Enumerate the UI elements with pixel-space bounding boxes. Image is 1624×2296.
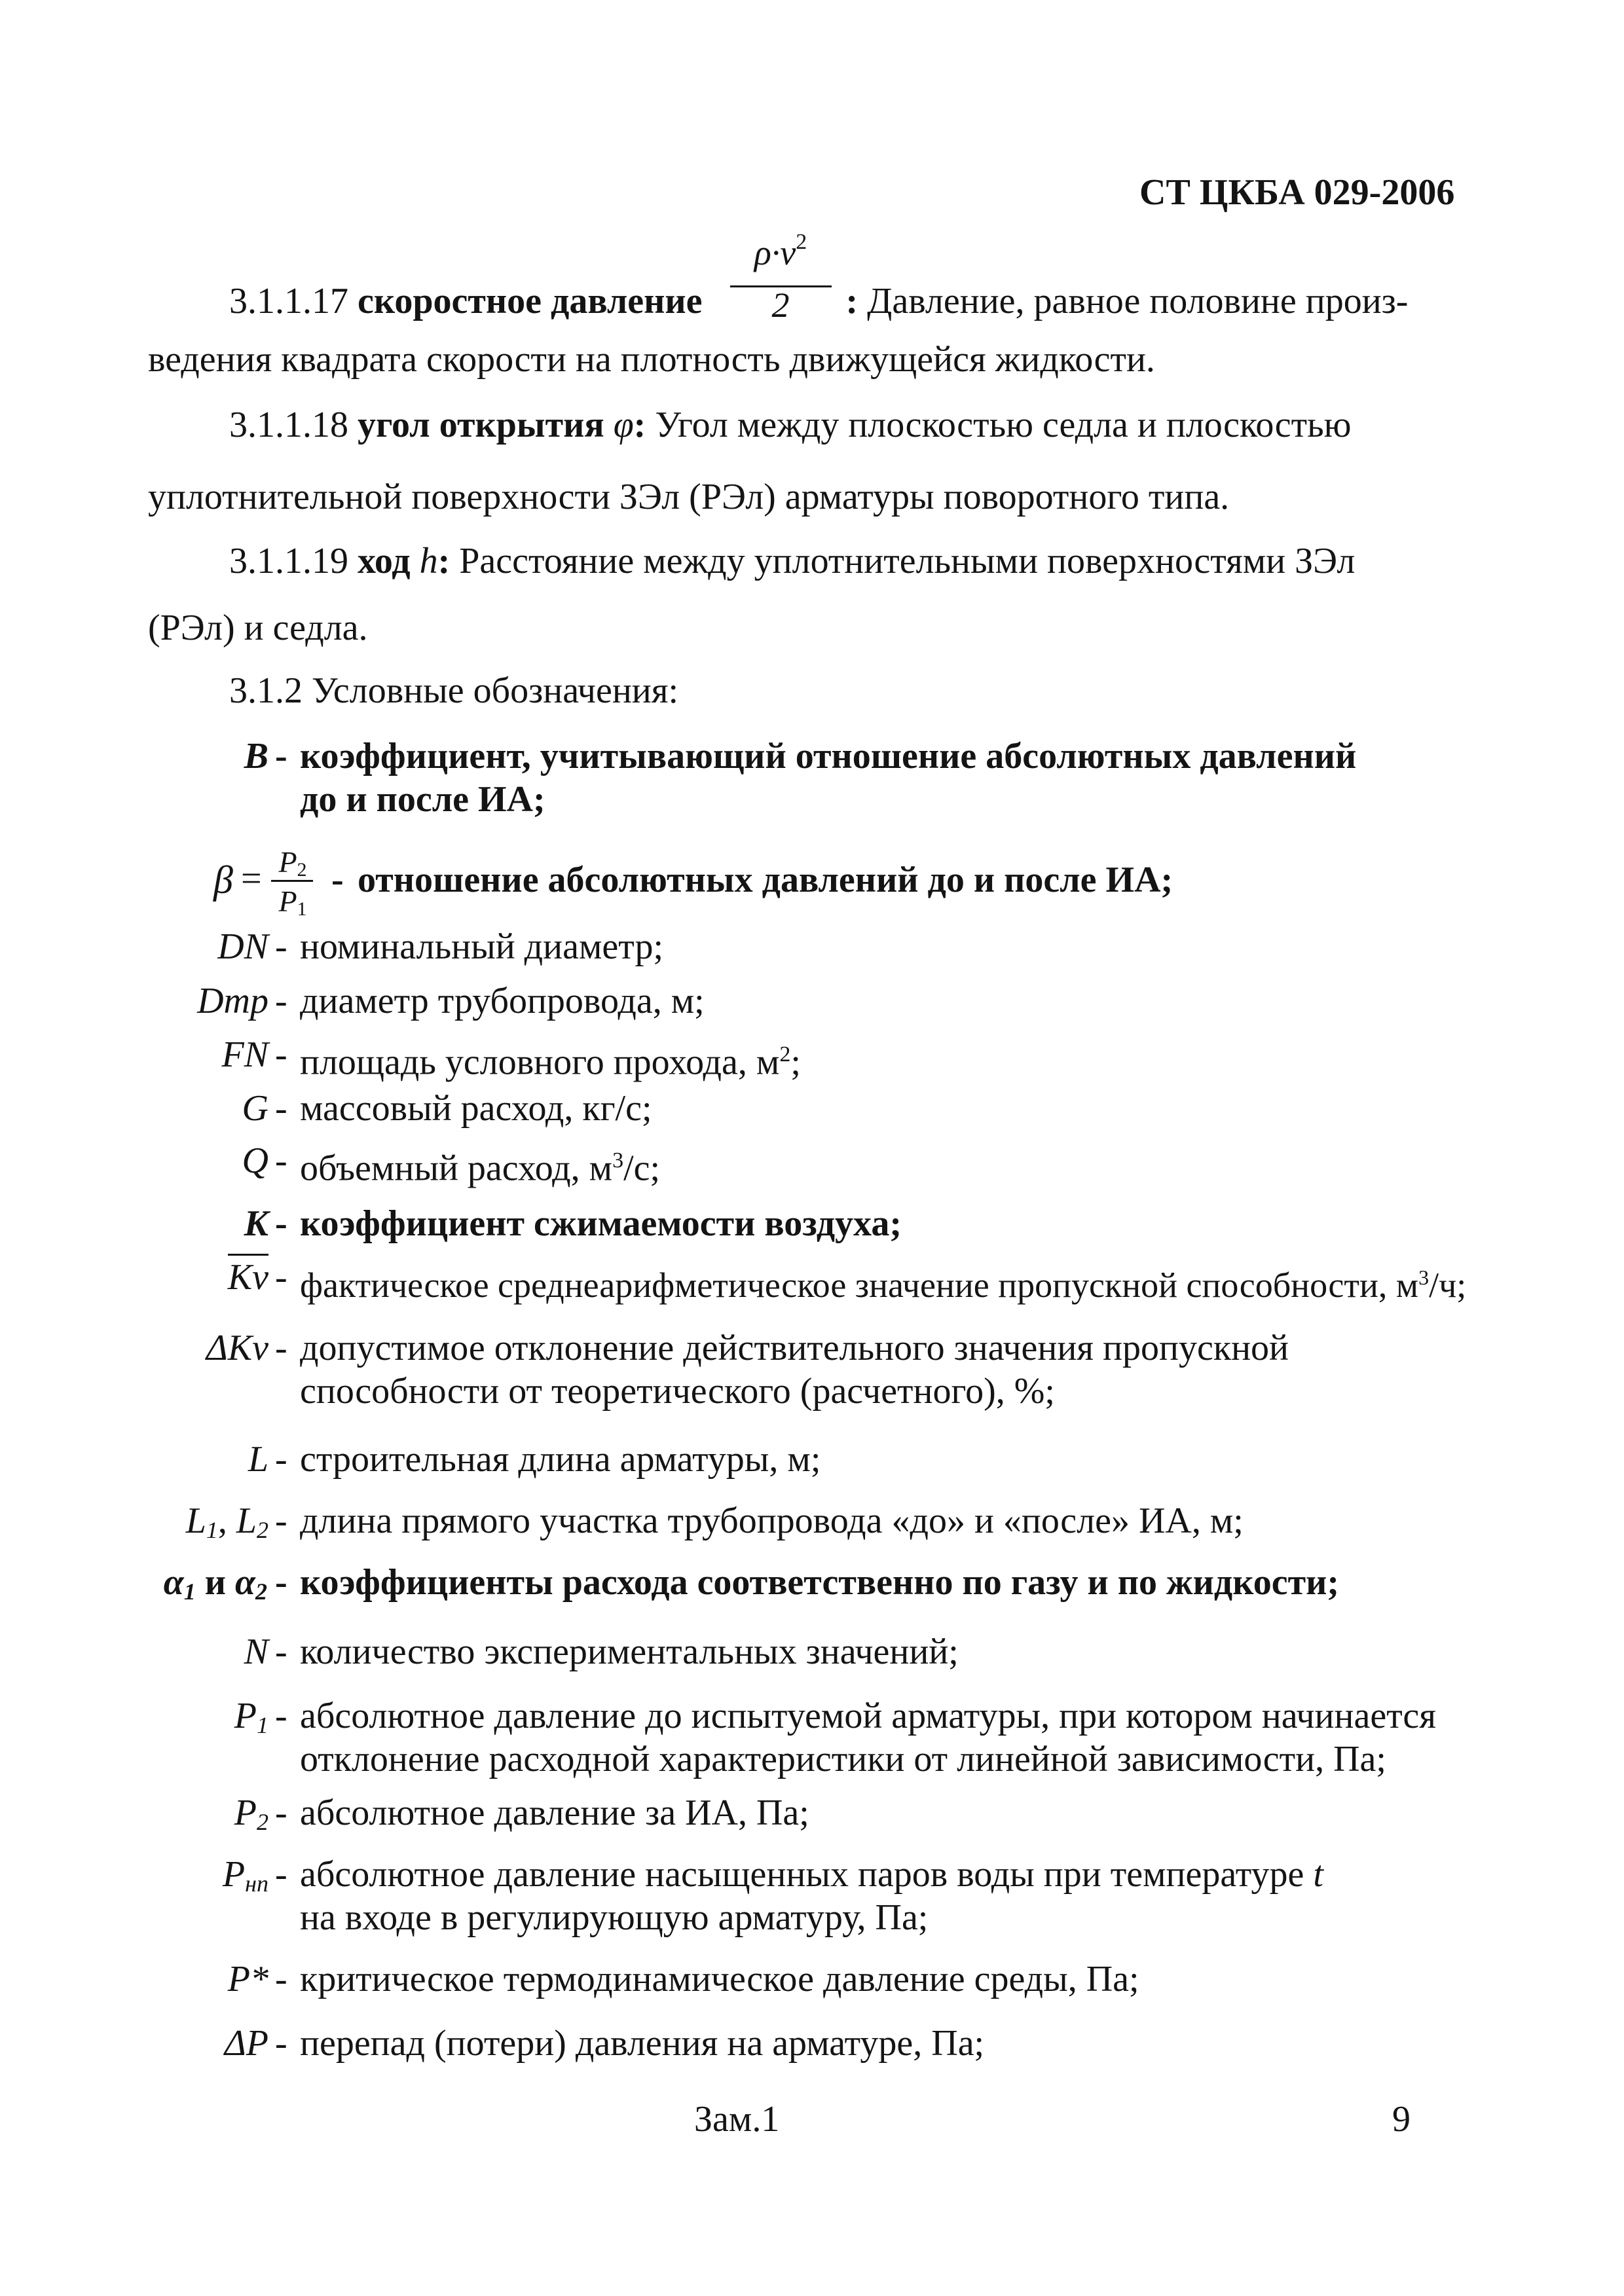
symbol-description: перепад (потери) давления на арматуре, Па; bbox=[300, 2023, 985, 2064]
symbol: B bbox=[244, 736, 268, 776]
symbol-description: длина прямого участка трубопровода «до» и «после» ИА, м; bbox=[300, 1501, 1244, 1541]
document-code: СТ ЦКБА 029-2006 bbox=[1139, 172, 1455, 213]
symbol: $\alpha_1$ и $\alpha_2$ bbox=[163, 1562, 267, 1605]
symbol-dash: - bbox=[275, 1631, 287, 1672]
definition-colon: : bbox=[845, 281, 858, 321]
symbol: $P_{нп}$ bbox=[222, 1854, 268, 1897]
formula-denominator: 2 bbox=[771, 285, 790, 325]
definition-term: ход bbox=[358, 541, 411, 581]
symbol-description: строительная длина арматуры, м; bbox=[300, 1439, 821, 1480]
definition-colon: : bbox=[633, 405, 646, 445]
symbol-description: абсолютное давление до испытуемой арматуры, при котором начинается отклонение расходной характеристики от линейной зависимости, Па; bbox=[300, 1696, 1436, 1779]
symbol: ΔKv bbox=[206, 1328, 268, 1368]
symbol: P* bbox=[227, 1959, 268, 1999]
symbol-description: объемный расход, $м^3/с$; bbox=[300, 1148, 661, 1189]
page-number: 9 bbox=[1392, 2099, 1411, 2140]
symbol-description: количество экспериментальных значений; bbox=[300, 1631, 959, 1672]
symbol-dash: - bbox=[275, 2023, 287, 2064]
symbol-dash: - bbox=[275, 1501, 287, 1541]
definition-text-line1: Угол между плоскостью седла и плоскостью bbox=[655, 405, 1352, 445]
equals-sign: = bbox=[241, 858, 262, 899]
symbol-dash: - bbox=[275, 1854, 287, 1895]
definition-number: 3.1.1.17 bbox=[229, 281, 348, 321]
symbol-description: критическое термодинамическое давление среды, Па; bbox=[300, 1959, 1139, 1999]
definition-3-1-1-18-continued bbox=[148, 475, 1484, 519]
symbol: FN bbox=[221, 1034, 268, 1075]
definition-text-line1: Расстояние между уплотнительными поверхностями ЗЭл bbox=[459, 541, 1356, 581]
symbol-dash: - bbox=[275, 981, 287, 1021]
definition-colon: : bbox=[437, 541, 451, 581]
symbol-dash: - bbox=[275, 1959, 287, 1999]
symbol: Dтр bbox=[197, 981, 268, 1021]
symbol-description: номинальный диаметр; bbox=[300, 926, 663, 967]
symbol: Kv bbox=[228, 1256, 268, 1299]
symbol: N bbox=[244, 1631, 268, 1672]
symbol-description: абсолютное давление насыщенных паров воды при температуре t на входе в регулирующую арматуру, Па; bbox=[300, 1854, 1323, 1938]
definition-text-line2: уплотнительной поверхности ЗЭл (РЭл) арматуры поворотного типа. bbox=[148, 477, 1230, 517]
symbol-description: отношение абсолютных давлений до и после ИА; bbox=[358, 860, 1173, 900]
symbol-dash: - bbox=[275, 736, 287, 776]
symbol-description: допустимое отклонение действительного значения пропускной способности от теоретического (расчетного), %; bbox=[300, 1328, 1289, 1412]
symbol: G bbox=[242, 1088, 268, 1129]
symbol-description: диаметр трубопровода, м; bbox=[300, 981, 705, 1021]
formula-exponent: 2 bbox=[796, 230, 807, 254]
symbol: Q bbox=[242, 1140, 268, 1181]
symbol-dash: - bbox=[275, 1328, 287, 1368]
symbol: $L_1$, $L_2$ bbox=[185, 1501, 268, 1543]
symbol-dash: - bbox=[331, 860, 344, 900]
definition-3-1-1-19-continued bbox=[148, 606, 1484, 649]
symbol-dash: - bbox=[275, 926, 287, 967]
symbol: $P_1$ bbox=[234, 1696, 268, 1738]
symbol-dash: - bbox=[275, 1203, 287, 1244]
definition-term: угол открытия bbox=[358, 405, 604, 445]
symbol-description: коэффициенты расхода соответственно по газу и по жидкости; bbox=[300, 1562, 1340, 1603]
definition-number: 3.1.1.18 bbox=[229, 405, 348, 445]
definition-symbol: φ bbox=[613, 405, 634, 445]
symbol-dash: - bbox=[275, 1088, 287, 1129]
symbol-dash: - bbox=[275, 1257, 287, 1298]
symbol-description: площадь условного прохода, $м^2$; bbox=[300, 1042, 801, 1083]
formula-numerator: ρ·v bbox=[754, 233, 796, 272]
definition-symbol: h bbox=[419, 541, 438, 581]
symbol-description: фактическое среднеарифметическое значение пропускной способности, $м^3/ч$; bbox=[300, 1266, 1467, 1305]
symbol: $P_2$ bbox=[234, 1793, 268, 1835]
symbol: ΔP bbox=[224, 2023, 268, 2064]
fraction-bar bbox=[271, 880, 313, 882]
symbol: β bbox=[213, 858, 233, 902]
definition-term: скоростное давление bbox=[358, 281, 703, 321]
definition-text-line1: Давление, равное половине произ- bbox=[867, 281, 1409, 321]
symbol: L bbox=[248, 1439, 268, 1480]
symbol-description: абсолютное давление за ИА, Па; bbox=[300, 1793, 809, 1833]
beta-denominator: $P_1$ bbox=[278, 884, 307, 920]
beta-numerator: $P_2$ bbox=[278, 845, 307, 881]
definition-3-1-1-17-continued bbox=[148, 338, 1484, 381]
definition-text-line2: ведения квадрата скорости на плотность движущейся жидкости. bbox=[148, 339, 1155, 380]
definition-3-1-1-18 bbox=[229, 403, 1473, 446]
symbol-dash: - bbox=[275, 1696, 287, 1736]
symbol: K bbox=[244, 1203, 268, 1244]
symbol: DN bbox=[217, 926, 268, 967]
symbol-dash: - bbox=[275, 1439, 287, 1480]
symbol-dash: - bbox=[275, 1793, 287, 1833]
symbol-dash: - bbox=[275, 1562, 287, 1603]
definition-3-1-1-19 bbox=[229, 539, 1473, 583]
symbol-description: коэффициент сжимаемости воздуха; bbox=[300, 1203, 902, 1244]
symbol-description: коэффициент, учитывающий отношение абсолютных давлений до и после ИА; bbox=[300, 736, 1357, 820]
symbol-dash: - bbox=[275, 1034, 287, 1075]
symbol-description: массовый расход, кг/с; bbox=[300, 1088, 652, 1129]
change-note: Зам.1 bbox=[694, 2099, 780, 2140]
symbol-dash: - bbox=[275, 1140, 287, 1181]
definition-number: 3.1.1.19 bbox=[229, 541, 348, 581]
definition-text-line2: (РЭл) и седла. bbox=[148, 608, 368, 648]
section-heading: 3.1.2 Условные обозначения: bbox=[229, 670, 679, 711]
